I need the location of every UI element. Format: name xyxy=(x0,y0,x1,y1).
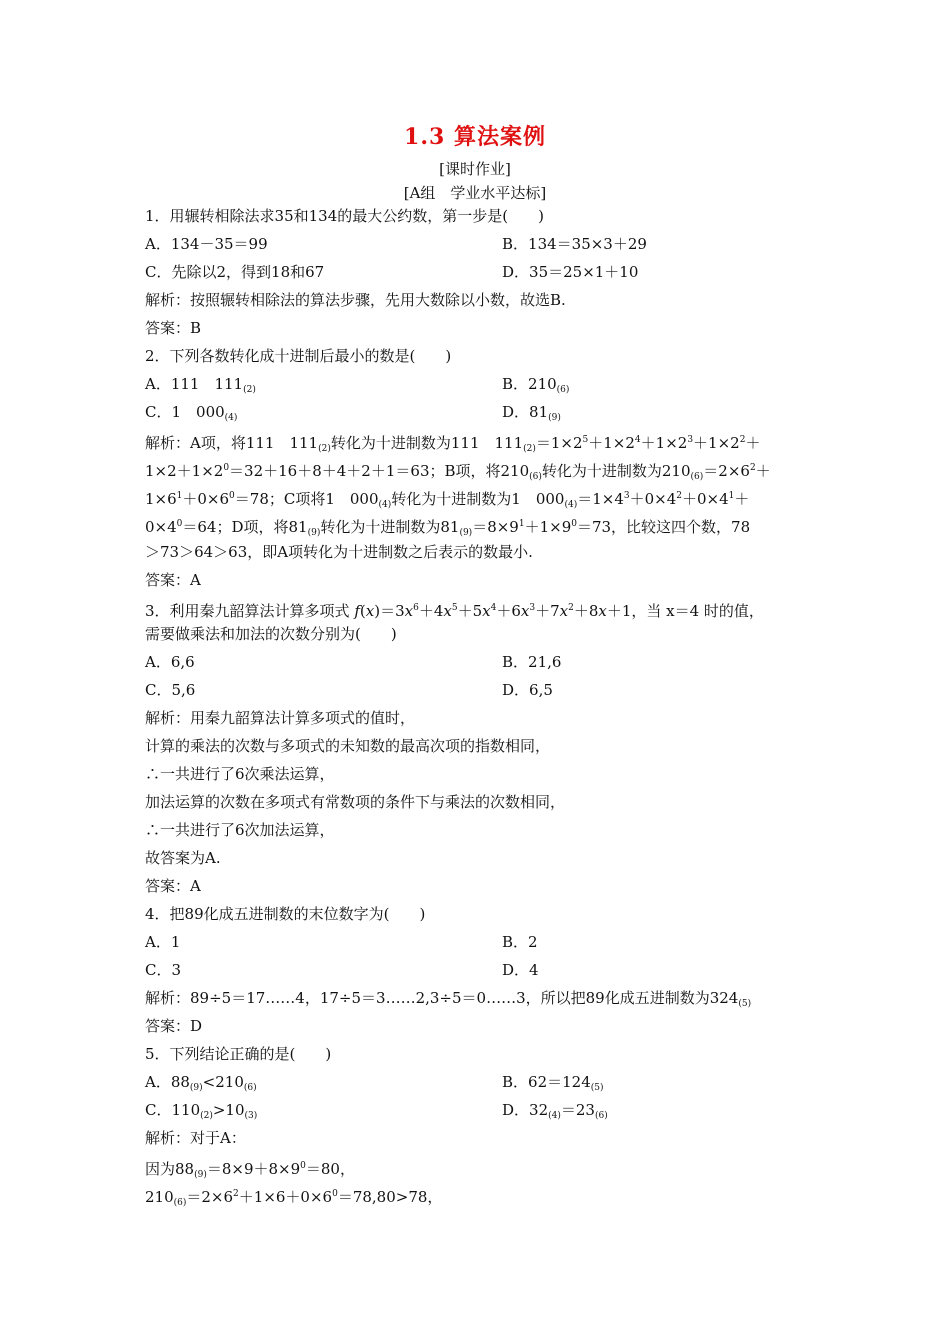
q5-option-d: D．$32_{(4)}=23_{(6)}$ xyxy=(502,1101,608,1121)
q4-answer: 答案：D xyxy=(145,1017,203,1035)
q1-option-d: D．35＝25×1＋10 xyxy=(502,263,639,281)
q5-option-c: C．$110_{(2)}>10_{(3)}$ xyxy=(145,1101,258,1121)
q4-option-d: D．4 xyxy=(502,961,539,979)
q5-option-b: B．$62=124_{(5)}$ xyxy=(502,1073,604,1093)
q1-option-a: A．134－35＝99 xyxy=(145,235,268,253)
q3-stem-line-2: 需要做乘法和加法的次数分别为( ) xyxy=(145,625,397,643)
q3-analysis-line-2: 计算的乘法的次数与多项式的未知数的最高次项的指数相同， xyxy=(145,737,551,755)
q5-option-a: A．$88_{(9)}<210_{(6)}$ xyxy=(145,1073,257,1093)
q4-option-b: B．2 xyxy=(502,933,538,951)
q2-analysis-line-5: ＞73＞64＞63，即A项转化为十进制数之后表示的数最小. xyxy=(145,543,533,561)
q3-analysis-line-5: ∴一共进行了6次加法运算， xyxy=(145,821,335,839)
q3-option-a: A．6,6 xyxy=(145,653,195,671)
q3-stem: 3．利用秦九韶算法计算多项式 $f(x)=3x^6+4x^5+5x^4+6x^3+7x^2+8x+1$，当 x＝4 时的值， xyxy=(145,602,764,620)
q3-option-d: D．6,5 xyxy=(502,681,553,699)
q2-analysis-line-2: $1\times 2+1\times 2^0=32+16+8+4+2+1=63$；B项，将$210_{(6)}$转化为十进制数为$210_{(6)}=2\times 6^2+$ xyxy=(145,462,771,482)
q4-stem: 4．把89化成五进制数的末位数字为( ) xyxy=(145,905,426,923)
q3-analysis-line-1: 解析：用秦九韶算法计算多项式的值时， xyxy=(145,709,416,727)
q4-option-a: A．1 xyxy=(145,933,181,951)
q3-analysis-line-4: 加法运算的次数在多项式有常数项的条件下与乘法的次数相同， xyxy=(145,793,566,811)
q2-option-d: D．$81_{(9)}$ xyxy=(502,403,561,423)
q3-option-c: C．5,6 xyxy=(145,681,196,699)
q2-analysis-line-1: 解析：A项，将111 $111_{(2)}$转化为十进制数为111 $111_{(2)}=1\times 2^5+1\times 2^4+1\times 2^3+1\times 2^2+$ xyxy=(145,434,761,454)
q1-option-c: C．先除以2，得到18和67 xyxy=(145,263,325,281)
q5-analysis-line-2: 因为$88_{(9)}=8\times 9+8\times 9^0=80$， xyxy=(145,1160,355,1180)
q2-analysis-line-4: $0\times 4^0=64$；D项，将$81_{(9)}$转化为十进制数为$81_{(9)}=8\times 9^1+1\times 9^0=73$，比较这四个数，78 xyxy=(145,518,751,538)
page-title: 1.3 算法案例 xyxy=(404,124,546,150)
group-label: [A组 学业水平达标] xyxy=(403,184,547,202)
q2-option-b: B．$210_{(6)}$ xyxy=(502,375,570,395)
q5-stem: 5．下列结论正确的是( ) xyxy=(145,1045,332,1063)
q5-analysis-line-1: 解析：对于A： xyxy=(145,1129,246,1147)
section-label: [课时作业] xyxy=(439,160,511,178)
q1-stem: 1．用辗转相除法求35和134的最大公约数，第一步是( ) xyxy=(145,207,544,225)
q3-option-b: B．21,6 xyxy=(502,653,562,671)
q3-analysis-line-3: ∴一共进行了6次乘法运算， xyxy=(145,765,335,783)
q2-option-a: A．111 $111_{(2)}$ xyxy=(145,375,256,395)
q3-analysis-line-6: 故答案为A. xyxy=(145,849,221,867)
q1-answer: 答案：B xyxy=(145,319,202,337)
q2-option-c: C．1 $000_{(4)}$ xyxy=(145,403,238,423)
q2-answer: 答案：A xyxy=(145,571,201,589)
q5-analysis-line-3: $210_{(6)}=2\times 6^2+1\times 6+0\times 6^0=78,80>78$， xyxy=(145,1188,443,1208)
q4-analysis: 解析：89÷5＝17……4，17÷5＝3……2,3÷5＝0……3，所以把89化成五进制数为$324_{(5)}$ xyxy=(145,989,752,1009)
q4-option-c: C．3 xyxy=(145,961,182,979)
q3-answer: 答案：A xyxy=(145,877,201,895)
q2-stem: 2．下列各数转化成十进制后最小的数是( ) xyxy=(145,347,452,365)
q2-analysis-line-3: $1\times 6^1+0\times 6^0=78$；C项将1 $000_{(4)}$转化为十进制数为1 $000_{(4)}=1\times 4^3+0\times 4^2+0\times 4^1+$ xyxy=(145,490,750,510)
q1-option-b: B．134＝35×3＋29 xyxy=(502,235,647,253)
q1-analysis: 解析：按照辗转相除法的算法步骤，先用大数除以小数，故选B. xyxy=(145,291,566,309)
